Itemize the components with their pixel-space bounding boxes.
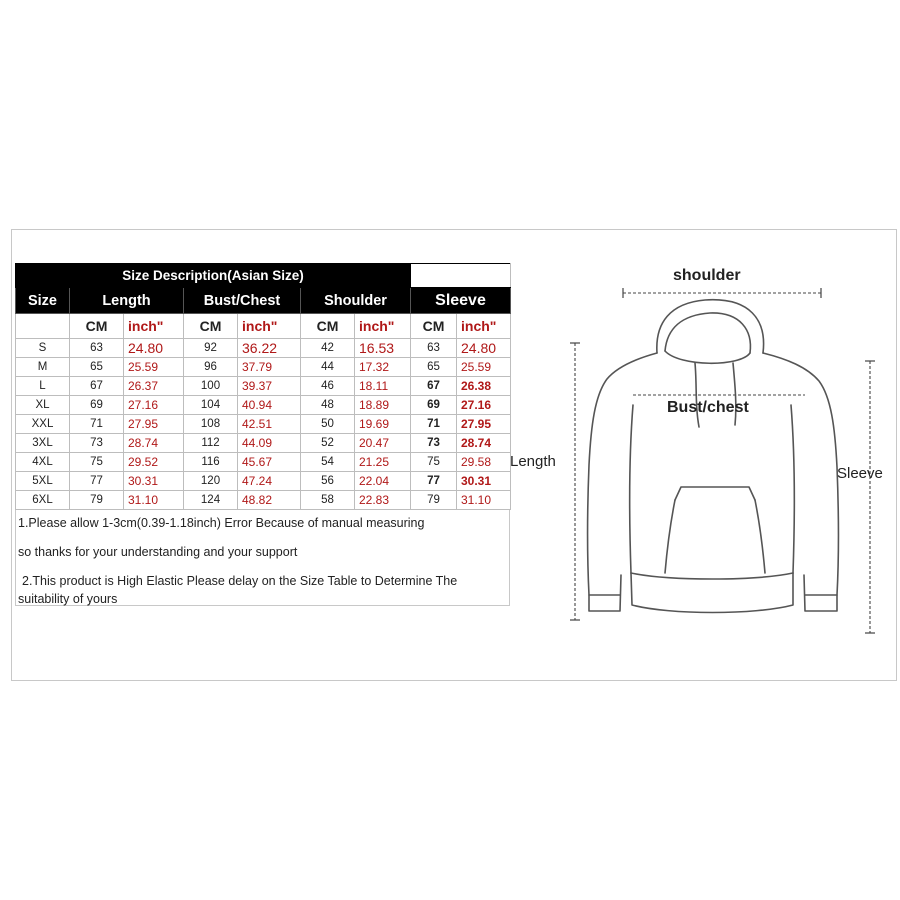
col-header-size: Size bbox=[16, 288, 70, 314]
bust-chest-label: Bust/chest bbox=[667, 399, 749, 416]
hoodie-measurement-diagram bbox=[505, 255, 900, 655]
table-row: XL 69 27.16 104 40.94 48 18.89 69 27.16 bbox=[16, 396, 511, 415]
note-suitability: suitability of yours bbox=[18, 592, 118, 606]
unit-inch: inch" bbox=[238, 314, 301, 339]
table-row: 4XL 75 29.52 116 45.67 54 21.25 75 29.58 bbox=[16, 453, 511, 472]
table-row: S 63 24.80 92 36.22 42 16.53 63 24.80 bbox=[16, 339, 511, 358]
unit-inch: inch" bbox=[355, 314, 411, 339]
table-row: M 65 25.59 96 37.79 44 17.32 65 25.59 bbox=[16, 358, 511, 377]
table-row: L 67 26.37 100 39.37 46 18.11 67 26.38 bbox=[16, 377, 511, 396]
table-row: 6XL 79 31.10 124 48.82 58 22.83 79 31.10 bbox=[16, 491, 511, 510]
col-header-shoulder: Shoulder bbox=[301, 288, 411, 314]
shoulder-label: shoulder bbox=[673, 267, 741, 284]
unit-cm: CM bbox=[301, 314, 355, 339]
unit-cm: CM bbox=[184, 314, 238, 339]
unit-row bbox=[16, 314, 511, 339]
note-error-allowance: 1.Please allow 1-3cm(0.39-1.18inch) Error Because of manual measuring bbox=[18, 516, 425, 530]
sleeve-label: Sleeve bbox=[837, 465, 883, 482]
unit-inch: inch" bbox=[124, 314, 184, 339]
hoodie-illustration bbox=[505, 255, 900, 655]
col-header-length: Length bbox=[70, 288, 184, 314]
unit-inch: inch" bbox=[457, 314, 511, 339]
note-thanks: so thanks for your understanding and your support bbox=[18, 545, 298, 559]
table-title: Size Description(Asian Size) bbox=[16, 264, 411, 288]
unit-cm: CM bbox=[70, 314, 124, 339]
col-header-bust: Bust/Chest bbox=[184, 288, 301, 314]
unit-cm: CM bbox=[411, 314, 457, 339]
table-row: XXL 71 27.95 108 42.51 50 19.69 71 27.95 bbox=[16, 415, 511, 434]
table-row: 3XL 73 28.74 112 44.09 52 20.47 73 28.74 bbox=[16, 434, 511, 453]
length-label: Length bbox=[510, 453, 556, 470]
note-elastic: 2.This product is High Elastic Please delay on the Size Table to Determine The bbox=[22, 574, 458, 588]
col-header-sleeve: Sleeve bbox=[411, 288, 511, 314]
size-table bbox=[15, 263, 511, 510]
size-table-container bbox=[15, 263, 510, 510]
table-row: 5XL 77 30.31 120 47.24 56 22.04 77 30.31 bbox=[16, 472, 511, 491]
